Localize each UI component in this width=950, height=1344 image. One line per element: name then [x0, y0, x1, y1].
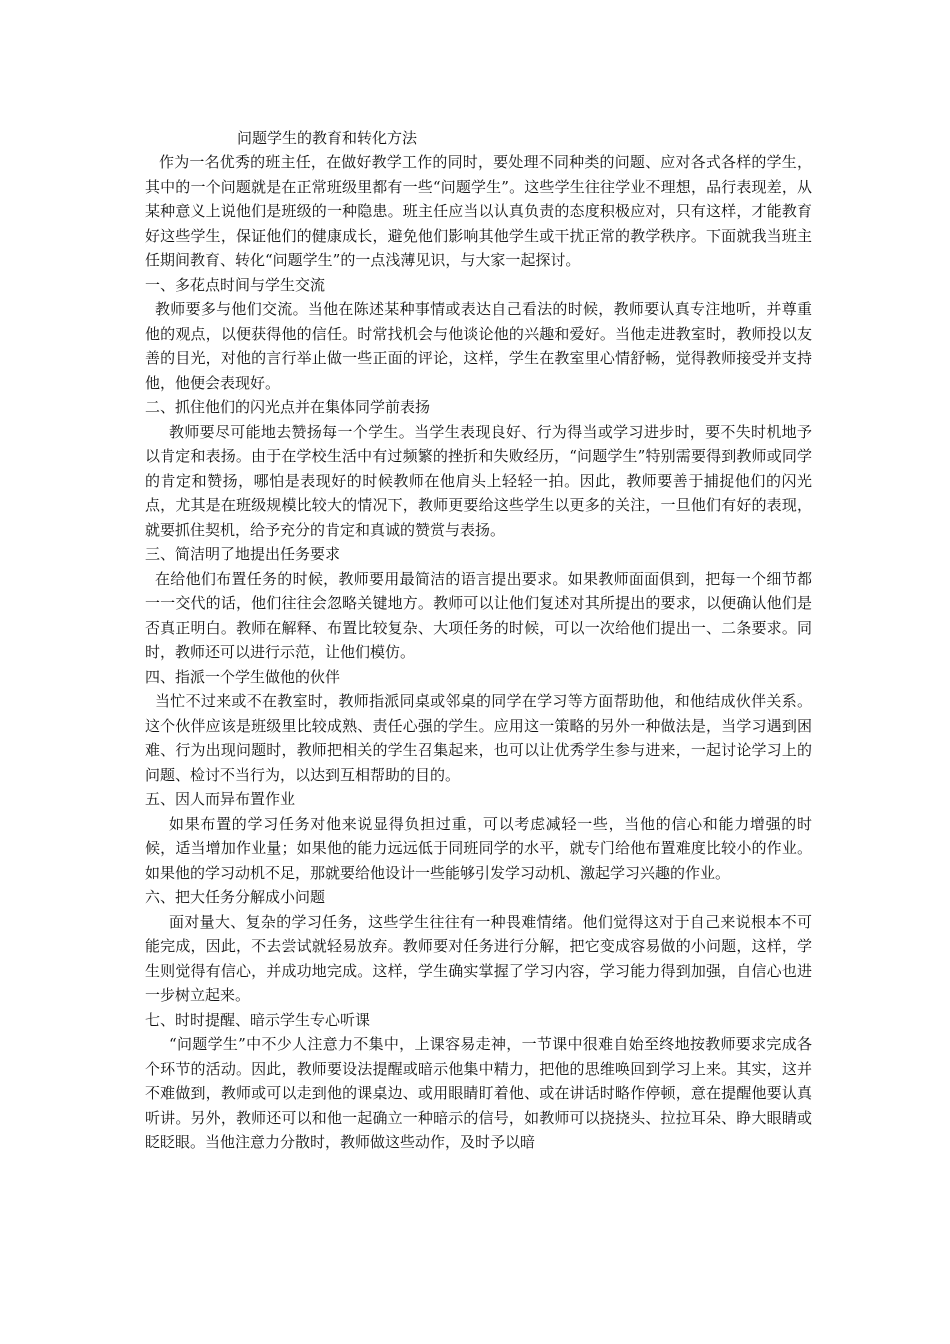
section-heading-1: 一、多花点时间与学生交流 — [145, 275, 326, 294]
document-page — [145, 126, 812, 1155]
section-body-7: “问题学生”中不少人注意力不集中，上课容易走神，一节课中很难自始至终地按教师要求完成各个环节的活动。因此，教师要设法提醒或暗示他集中精力，把他的思维唤回到学习上来。其实，这并不难做到，教师或可以走到他的课桌边、或用眼睛盯着他、或在讲话时略作停顿，意在提醒他要认真听讲。另外，教师还可以和他一起确立一种暗示的信号，如教师可以挠挠头、拉拉耳朵、睁大眼睛或眨眨眼。当他注意力分散时，教师做这些动作，及时予以暗 — [145, 1035, 812, 1151]
intro-paragraph: 作为一名优秀的班主任，在做好教学工作的同时，要处理不同种类的问题、应对各式各样的学生，其中的一个问题就是在正常班级里都有一些“问题学生”。这些学生往往学业不理想，品行表现差，从某种意义上说他们是班级的一种隐患。班主任应当以认真负责的态度积极应对，只有这样，才能教育好这些学生，保证他们的健康成长，避免他们影响其他学生或干扰正常的教学秩序。下面就我当班主任期间教育、转化“问题学生”的一点浅薄见识，与大家一起探讨。 — [145, 153, 812, 269]
section-heading-6: 六、把大任务分解成小问题 — [145, 888, 326, 906]
section-body-4: 当忙不过来或不在教室时，教师指派同桌或邻桌的同学在学习等方面帮助他，和他结成伙伴关系。这个伙伴应该是班级里比较成熟、责任心强的学生。应用这一策略的另外一种做法是，当学习遇到困难、行为出现问题时，教师把相关的学生召集起来，也可以让优秀学生参与进来，一起讨论学习上的问题、检讨不当行为，以达到互相帮助的目的。 — [145, 692, 812, 784]
section-heading-2: 二、抓住他们的闪光点并在集体同学前表扬 — [145, 398, 431, 416]
section-heading-3: 三、简洁明了地提出任务要求 — [145, 545, 341, 563]
section-heading-5: 五、因人而异布置作业 — [145, 790, 296, 808]
section-body-6: 面对量大、复杂的学习任务，这些学生往往有一种畏难情绪。他们觉得这对于自己来说根本不可能完成，因此，不去尝试就轻易放弃。教师要对任务进行分解，把它变成容易做的小问题，这样，学生则觉得有信心，并成功地完成。这样，学生确实掌握了学习内容，学习能力得到加强，自信心也进一步树立起来。 — [145, 912, 812, 1004]
section-body-2: 教师要尽可能地去赞扬每一个学生。当学生表现良好、行为得当或学习进步时，要不失时机地予以肯定和表扬。由于在学校生活中有过频繁的挫折和失败经历，“问题学生”特别需要得到教师或同学的肯定和赞扬，哪怕是表现好的时候教师在他肩头上轻轻一拍。因此，教师要善于捕捉他们的闪光点，尤其是在班级规模比较大的情况下，教师更要给这些学生以更多的关注，一旦他们有好的表现，就要抓住契机，给予充分的肯定和真诚的赞赏与表扬。 — [145, 422, 812, 539]
section-heading-4: 四、指派一个学生做他的伙伴 — [145, 667, 341, 686]
section-heading-7: 七、时时提醒、暗示学生专心听课 — [145, 1010, 371, 1029]
section-body-5: 如果布置的学习任务对他来说显得负担过重，可以考虑减轻一些，当他的信心和能力增强的时候，适当增加作业量；如果他的能力远远低于同班同学的水平，就专门给他布置难度比较小的作业。如果他的学习动机不足，那就要给他设计一些能够引发学习动机、激起学习兴趣的作业。 — [145, 814, 812, 882]
section-body-1: 教师要多与他们交流。当他在陈述某种事情或表达自己看法的时候，教师要认真专注地听，并尊重他的观点，以便获得他的信任。时常找机会与他谈论他的兴趣和爱好。当他走进教室时，教师投以友善的目光，对他的言行举止做一些正面的评论，这样，学生在教室里心情舒畅，觉得教师接受并支持他，他便会表现好。 — [145, 300, 812, 392]
section-body-3: 在给他们布置任务的时候，教师要用最简洁的语言提出要求。如果教师面面俱到，把每一个细节都一一交代的话，他们往往会忽略关键地方。教师可以让他们复述对其所提出的要求，以便确认他们是否真正明白。教师在解释、布置比较复杂、大项任务的时候，可以一次给他们提出一、二条要求。同时，教师还可以进行示范，让他们模仿。 — [145, 569, 812, 661]
document-title: 问题学生的教育和转化方法 — [237, 129, 418, 147]
